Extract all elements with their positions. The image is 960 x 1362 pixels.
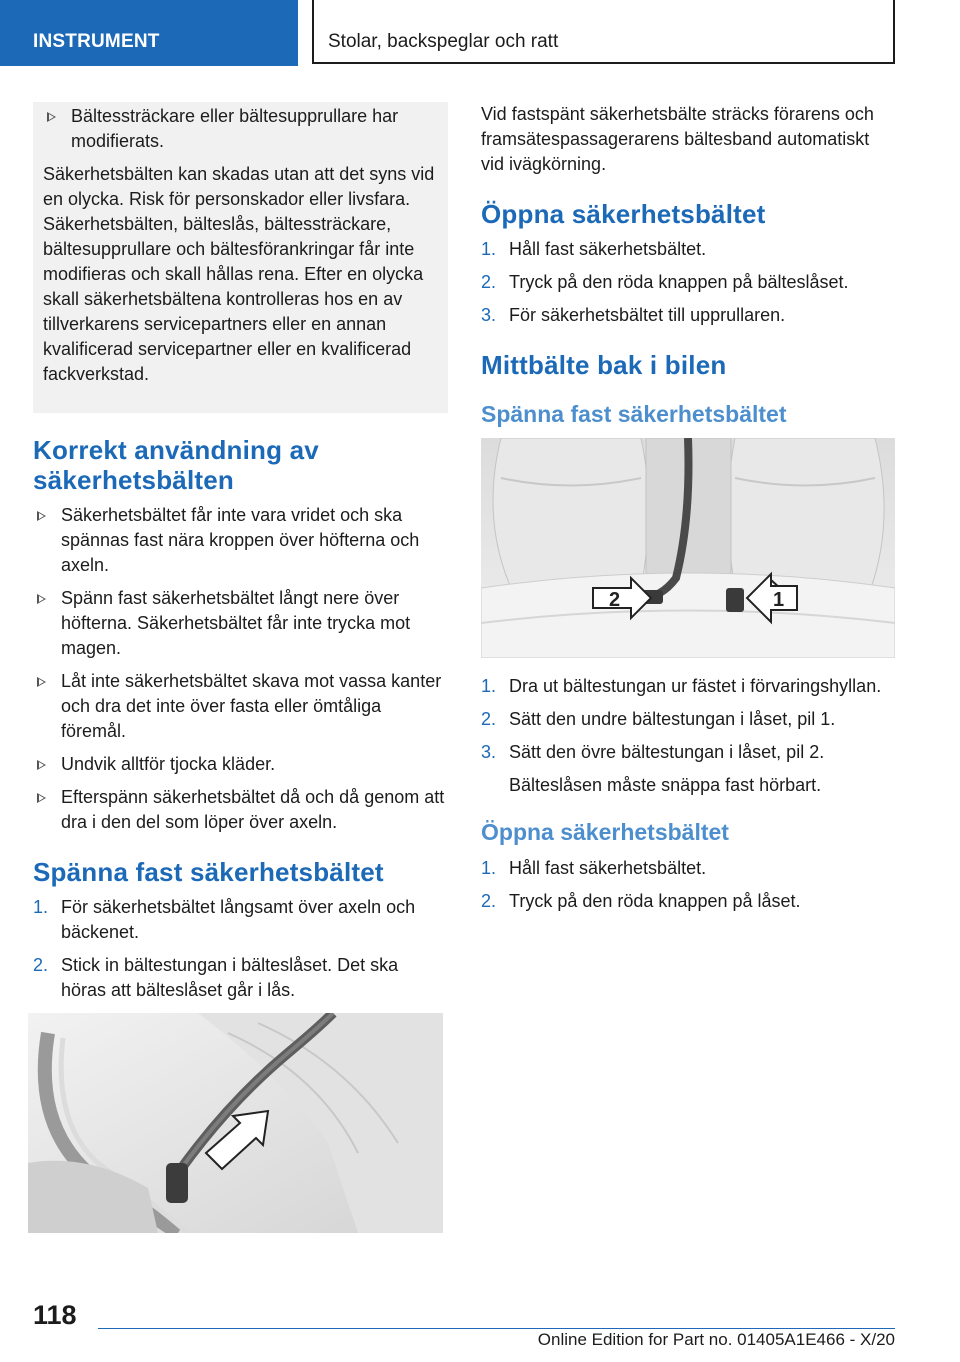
list-item: 1. För säkerhetsbältet långsamt över axeln och bäckenet. (33, 897, 416, 942)
subheading-fasten-middle: Spänna fast säkerhetsbältet (481, 401, 787, 427)
chapter-title: Stolar, backspeglar och ratt (312, 0, 895, 64)
page-number: 118 (33, 1300, 77, 1330)
list-item: Efterspänn säkerhetsbältet då och då genom att dra i den del som löper över axeln. (33, 785, 448, 835)
list-item: 3. Sätt den övre bältestungan i låset, pil 2. (481, 742, 825, 762)
step-note: Bälteslåsen måste snäppa fast hörbart. (509, 775, 822, 795)
triangle-bullet-icon (37, 793, 46, 803)
arrow-label-2: 2 (609, 589, 621, 611)
triangle-bullet-icon (37, 677, 46, 687)
intro-text: Vid fastspänt säkerhetsbälte sträcks förarens och framsätespassagerarens bältesband automatiskt vid ivägkörning. (481, 104, 874, 174)
triangle-bullet-icon (37, 511, 46, 521)
subheading-open-middle: Öppna säkerhetsbältet (481, 819, 729, 845)
footer-edition: Online Edition for Part no. 01405A1E466 - X/20 (537, 1330, 895, 1349)
header-bar (0, 0, 960, 66)
list-item: Undvik alltför tjocka kläder. (33, 752, 448, 777)
list-item: 2. Stick in bältestungan i bälteslåset. Det ska höras att bälteslåset går i lås. (33, 955, 399, 1000)
right-column (481, 102, 895, 922)
list-item: 3. För säkerhetsbältet till upprullaren. (481, 305, 786, 325)
left-column (33, 102, 448, 1011)
list-item: 2. Tryck på den röda knappen på bälteslåset. (481, 272, 849, 292)
list-item: Spänn fast säkerhetsbältet långt nere över höfterna. Säkerhetsbältet får inte trycka mot magen. (33, 586, 448, 661)
rear-middle-belt-illustration (481, 438, 895, 658)
heading-open-belt: Öppna säkerhetsbältet (481, 199, 766, 229)
warning-text: Säkerhetsbälten kan skadas utan att det syns vid en olycka. Risk för personskador eller livsfara. Säkerhetsbälten, bälteslås, bältessträckare, bältesupprullare och bältesförankringar får inte modifieras och skall hållas rena. Efter en olycka skall säkerhetsbältena kontrolleras hos en av tillverkarens servicepartners eller en annan kvalificerad servicepartner eller en kvalificerad fackverkstad. (43, 164, 435, 384)
list-item: Låt inte säkerhetsbältet skava mot vassa kanter och dra det inte över fasta eller ömtåliga föremål. (33, 669, 448, 744)
list-item: 1. Håll fast säkerhetsbältet. (481, 858, 707, 878)
heading-correct-use: Korrekt användning av säkerhetsbälten (33, 435, 319, 495)
list-item: 1. Dra ut bältestungan ur fästet i förvaringshyllan. (481, 676, 882, 696)
list-item: 2. Sätt den undre bältestungan i låset, pil 1. (481, 709, 836, 729)
warning-bullet: Bältessträckare eller bältesupprullare har modifierats. (43, 104, 438, 154)
list-item: 1. Håll fast säkerhetsbältet. (481, 239, 707, 259)
heading-fasten-belt: Spänna fast säkerhetsbältet (33, 857, 384, 887)
arrow-label-1: 1 (773, 589, 785, 611)
section-tab: INSTRUMENT (0, 0, 298, 66)
list-item: 2. Tryck på den röda knappen på låset. (481, 891, 801, 911)
list-item: Säkerhetsbältet får inte vara vridet och ska spännas fast nära kroppen över höfterna och axeln. (33, 503, 448, 578)
triangle-bullet-icon (37, 594, 46, 604)
front-seat-buckle-illustration (28, 1013, 443, 1233)
triangle-bullet-icon (37, 760, 46, 770)
warning-box (33, 102, 448, 413)
heading-middle-belt: Mittbälte bak i bilen (481, 350, 727, 380)
triangle-bullet-icon (47, 112, 56, 122)
footer-divider (98, 1328, 895, 1329)
correct-use-list (33, 503, 448, 835)
